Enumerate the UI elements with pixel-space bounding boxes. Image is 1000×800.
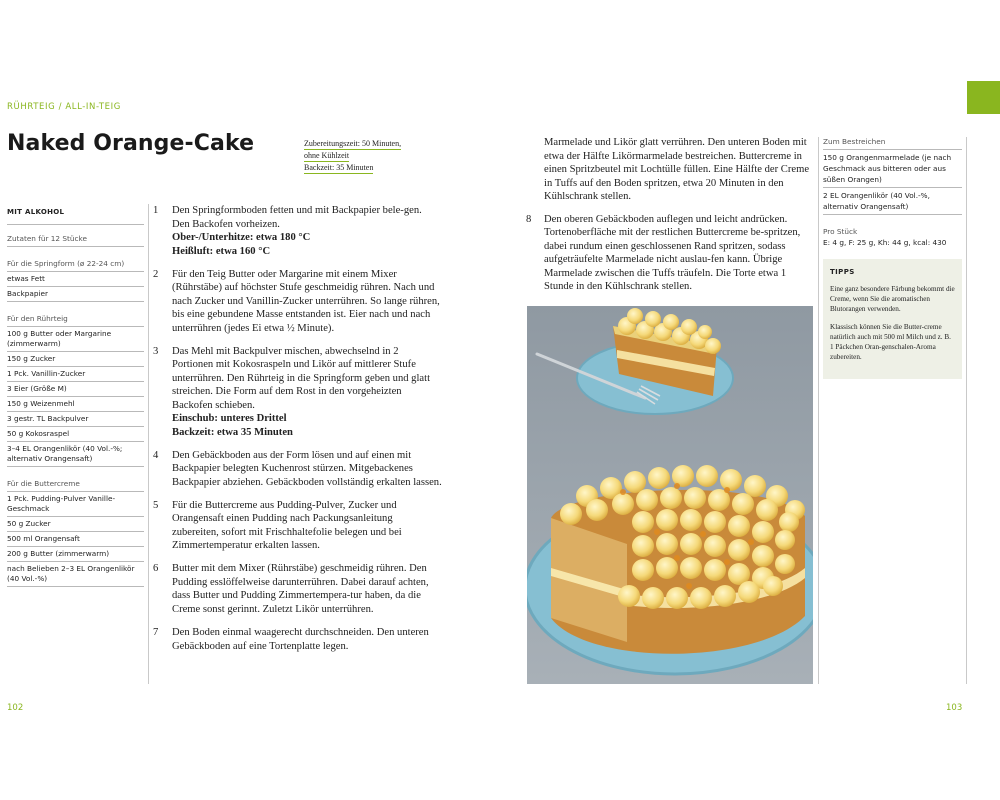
step-7	[150, 626, 442, 653]
step-number: 6	[153, 563, 159, 575]
ingredient-group-title: Für die Buttercreme	[7, 479, 144, 492]
step-3	[150, 345, 442, 440]
timing-prep: Zubereitungszeit: 50 Minuten,	[304, 139, 402, 148]
ingredient-item: 500 ml Orangensaft	[7, 532, 144, 547]
step-text: Butter mit dem Mixer (Rührstäbe) geschmeidig rühren. Den Pudding esslöffelweise darunterrühren. Dabei darauf achten, dass Butter und Pudding Zimmertempera-tur haben, da die Creme sonst gerinnt. Zuletzt Likör unterrühren.	[172, 563, 429, 615]
step-bold: Ober-/Unterhitze: etwa 180 °C	[172, 232, 311, 243]
nutrition-heading: Pro Stück	[823, 227, 858, 236]
ingredient-item: 150 g Weizenmehl	[7, 397, 144, 412]
sidebar-item: 150 g Orangenmarmelade (je nach Geschmack aus bitteren oder aus süßen Orangen)	[823, 150, 962, 188]
sidebar-heading: Zum Bestreichen	[823, 137, 962, 150]
page-number-left: 102	[7, 703, 24, 713]
ingredient-item: 3–4 EL Orangenlikör (40 Vol.-%; alternativ Orangensaft)	[7, 442, 144, 467]
instructions-left	[150, 204, 442, 663]
ingredient-item: 50 g Zucker	[7, 517, 144, 532]
ingredient-item: nach Belieben 2–3 EL Orangenlikör (40 Vol.-%)	[7, 562, 144, 587]
category-label: RÜHRTEIG / ALL-IN-TEIG	[7, 102, 121, 112]
timing-info	[304, 138, 444, 174]
tips-title: TIPPS	[830, 268, 855, 276]
nutrition-values: E: 4 g, F: 25 g, Kh: 44 g, kcal: 430	[823, 238, 947, 247]
step-8	[526, 213, 814, 294]
sidebar	[823, 137, 962, 379]
step-number: 4	[153, 449, 159, 461]
step-text: Das Mehl mit Backpulver mischen, abwechselnd in 2 Portionen mit Kokosraspeln und Likör auf mittlerer Stufe unterrühren. Den Rührteig in die Springform geben und glatt streichen. Die Form auf dem Rost in den vorgeheizten Backofen schieben.	[172, 345, 431, 411]
step-number: 2	[153, 268, 159, 280]
step-number: 1	[153, 205, 159, 216]
step-6	[150, 562, 442, 616]
ingredient-item: Backpapier	[7, 287, 144, 302]
timing-cooling: ohne Kühlzeit	[304, 151, 350, 160]
column-divider	[148, 204, 149, 684]
cake-photo	[527, 306, 813, 684]
step-number: 8	[526, 213, 532, 225]
ingredient-item: 50 g Kokosraspel	[7, 427, 144, 442]
ingredient-item: 100 g Butter oder Margarine (zimmerwarm)	[7, 327, 144, 352]
tip-text: Klassisch können Sie die Butter-creme natürlich auch mit 500 ml Milch und z. B. 1 Päckchen Oran-genschalen-Aroma zubereiten.	[830, 323, 951, 361]
step-text: Den Springformboden fetten und mit Backpapier bele-gen. Den Backofen vorheizen.	[172, 205, 422, 230]
step-1	[150, 204, 442, 258]
ingredient-item: 3 gestr. TL Backpulver	[7, 412, 144, 427]
timing-bake: Backzeit: 35 Minuten	[304, 163, 374, 172]
ingredient-group-title: Für den Rührteig	[7, 314, 144, 327]
step-bold: Heißluft: etwa 160 °C	[172, 245, 271, 257]
step-continuation: Marmelade und Likör glatt verrühren. Den unteren Boden mit etwa der Hälfte Likörmarmelade bestreichen. Buttercreme in einen Spritzbeutel mit Lochtülle füllen. Eine Hälfte der Creme in Tuffs auf den Boden spritzen, etwa 20 Minuten in den Kühlschrank stellen.	[544, 137, 810, 202]
step-2	[150, 268, 442, 336]
ingredient-item: 3 Eier (Größe M)	[7, 382, 144, 397]
step-number: 7	[153, 627, 159, 639]
chapter-tab	[967, 81, 1000, 114]
step-bold: Backzeit: etwa 35 Minuten	[172, 426, 293, 438]
ingredients-list	[7, 208, 144, 587]
instructions-right	[526, 136, 814, 303]
step-text: Den Gebäckboden aus der Form lösen und auf einen mit Backpapier belegten Kuchenrost stürzen. Mitgebackenes Backpapier abziehen. Gebäckboden vollständig erkalten lassen.	[172, 449, 442, 488]
ingredient-item: 200 g Butter (zimmerwarm)	[7, 547, 144, 562]
step-number: 5	[153, 499, 159, 511]
ingredient-item: 1 Pck. Pudding-Pulver Vanille-Geschmack	[7, 492, 144, 517]
page-number-right: 103	[946, 703, 963, 713]
tip-text: Eine ganz besondere Färbung bekommt die Creme, wenn Sie die aromatischen Blutorangen verwenden.	[830, 285, 955, 313]
step-text: Den oberen Gebäckboden auflegen und leicht andrücken. Tortenoberfläche mit der restlichen Buttercreme be-spritzen, dabei rundum einen geschlossenen Rand spritzen, sodass aufgeträufelte Marmelade nicht auslau-fen kann. Übrige Marmelade zwischen die Tuffs träufeln. Die Torte etwa 1 Stunde in den Kühlschrank stellen.	[544, 213, 801, 292]
ingredient-item: 150 g Zucker	[7, 352, 144, 367]
column-divider	[966, 137, 967, 684]
ingredient-group-title: Für die Springform (ø 22-24 cm)	[7, 259, 144, 272]
step-text: Für den Teig Butter oder Margarine mit einem Mixer (Rührstäbe) auf höchster Stufe geschmeidig rühren. Nach und nach Zucker und Vanillin-Zucker unterrühren. So lange rühren, bis eine gebundene Masse entstanden ist. Eier nach und nach unterrühren (jedes Ei etwa ½ Minute).	[172, 268, 440, 334]
step-text: Den Boden einmal waagerecht durchschneiden. Den unteren Gebäckboden auf eine Tortenplatte legen.	[172, 627, 429, 652]
step-number: 3	[153, 345, 159, 357]
sidebar-item: 2 EL Orangenlikör (40 Vol.-%, alternativ Orangensaft)	[823, 188, 962, 215]
servings-label: Zutaten für 12 Stücke	[7, 225, 144, 247]
recipe-title: Naked Orange-Cake	[7, 131, 255, 156]
ingredient-item: 1 Pck. Vanillin-Zucker	[7, 367, 144, 382]
column-divider	[818, 137, 819, 684]
cake-illustration	[527, 306, 813, 684]
tips-box	[823, 259, 962, 379]
step-4	[150, 449, 442, 490]
step-bold: Einschub: unteres Drittel	[172, 413, 287, 425]
alcohol-label: MIT ALKOHOL	[7, 208, 144, 225]
step-5	[150, 499, 442, 553]
ingredient-item: etwas Fett	[7, 272, 144, 287]
step-text: Für die Buttercreme aus Pudding-Pulver, Zucker und Orangensaft einen Pudding nach Packungsanleitung zubereiten, sofort mit Frischhaltefolie belegen und bei Zimmertemperatur erkalten lassen.	[172, 499, 402, 552]
